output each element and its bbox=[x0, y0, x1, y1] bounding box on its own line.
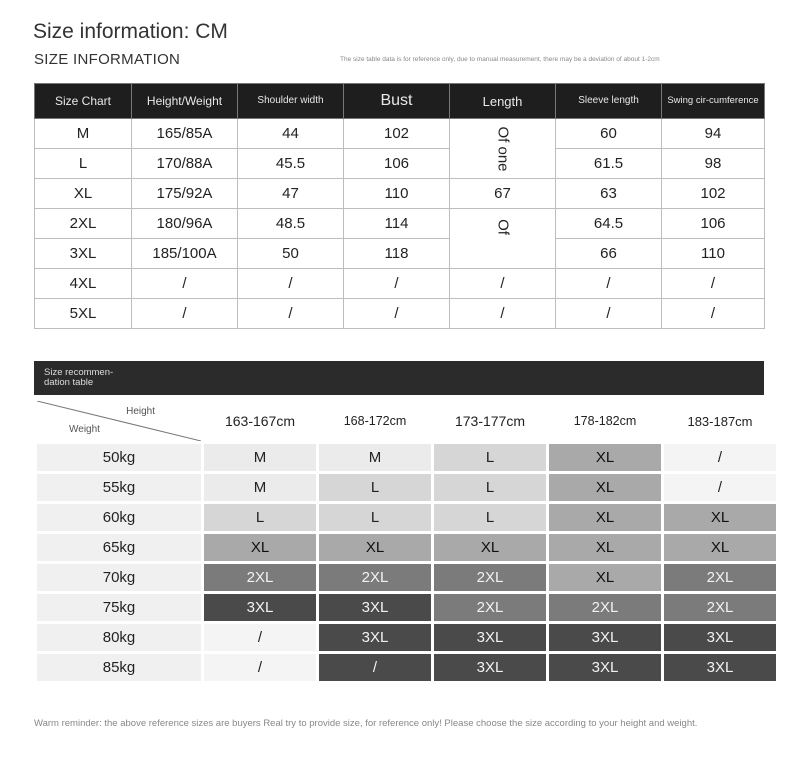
size-cell: / bbox=[664, 474, 776, 501]
cell-shoulder: 44 bbox=[238, 119, 344, 149]
table-row bbox=[37, 594, 776, 621]
col-header: Shoulder width bbox=[238, 84, 344, 119]
recommendation-header-row bbox=[37, 401, 776, 441]
page-title: Size information: CM bbox=[33, 20, 228, 43]
cell-length: 67 bbox=[450, 179, 556, 209]
height-range-header: 163-167cm bbox=[204, 401, 316, 441]
cell-shoulder: 48.5 bbox=[238, 209, 344, 239]
cell-sleeve: 66 bbox=[556, 239, 662, 269]
cell-swing: / bbox=[662, 299, 765, 329]
size-cell: XL bbox=[664, 504, 776, 531]
cell-bust: 114 bbox=[344, 209, 450, 239]
cell-height-weight: 185/100A bbox=[132, 239, 238, 269]
size-cell: / bbox=[204, 654, 316, 681]
diagonal-divider bbox=[37, 401, 201, 441]
measurement-note: The size table data is for reference only, due to manual measurement, there may be a deviation of about 1-2cm bbox=[340, 56, 660, 63]
col-header: Height/Weight bbox=[132, 84, 238, 119]
cell-swing: 98 bbox=[662, 149, 765, 179]
cell-sleeve: 63 bbox=[556, 179, 662, 209]
cell-height-weight: / bbox=[132, 299, 238, 329]
weight-label: 80kg bbox=[37, 624, 201, 651]
cell-size: 2XL bbox=[35, 209, 132, 239]
size-cell: / bbox=[319, 654, 431, 681]
cell-sleeve: 60 bbox=[556, 119, 662, 149]
cell-shoulder: 50 bbox=[238, 239, 344, 269]
size-cell: M bbox=[319, 444, 431, 471]
table-row bbox=[37, 624, 776, 651]
cell-length-merged-top bbox=[450, 119, 556, 179]
size-cell: 2XL bbox=[319, 564, 431, 591]
cell-sleeve: 64.5 bbox=[556, 209, 662, 239]
size-cell: XL bbox=[549, 474, 661, 501]
weight-label: 75kg bbox=[37, 594, 201, 621]
size-cell: 3XL bbox=[549, 654, 661, 681]
cell-size: 5XL bbox=[35, 299, 132, 329]
table-row bbox=[37, 444, 776, 471]
size-cell: / bbox=[204, 624, 316, 651]
recommendation-title: Size recommen-dation table bbox=[44, 367, 114, 388]
weight-label: 60kg bbox=[37, 504, 201, 531]
cell-size: 4XL bbox=[35, 269, 132, 299]
col-header: Length bbox=[450, 84, 556, 119]
cell-size: M bbox=[35, 119, 132, 149]
cell-height-weight: 165/85A bbox=[132, 119, 238, 149]
cell-shoulder: / bbox=[238, 299, 344, 329]
cell-length: / bbox=[450, 299, 556, 329]
recommendation-header bbox=[34, 361, 764, 395]
size-cell: M bbox=[204, 444, 316, 471]
size-cell: XL bbox=[549, 444, 661, 471]
size-cell: 3XL bbox=[434, 624, 546, 651]
cell-shoulder: / bbox=[238, 269, 344, 299]
weight-label: 55kg bbox=[37, 474, 201, 501]
size-cell: XL bbox=[549, 504, 661, 531]
size-cell: 3XL bbox=[664, 624, 776, 651]
table-row bbox=[35, 299, 765, 329]
height-axis-label: Height bbox=[126, 406, 155, 417]
col-header: Bust bbox=[344, 84, 450, 119]
size-cell: 2XL bbox=[664, 594, 776, 621]
cell-height-weight: / bbox=[132, 269, 238, 299]
size-cell: 2XL bbox=[204, 564, 316, 591]
size-table-header bbox=[35, 84, 765, 119]
cell-height-weight: 175/92A bbox=[132, 179, 238, 209]
size-cell: 2XL bbox=[549, 594, 661, 621]
cell-bust: / bbox=[344, 269, 450, 299]
size-cell: M bbox=[204, 474, 316, 501]
size-cell: / bbox=[664, 444, 776, 471]
size-cell: XL bbox=[319, 534, 431, 561]
height-range-header: 178-182cm bbox=[549, 401, 661, 441]
table-row bbox=[35, 269, 765, 299]
cell-length: / bbox=[450, 269, 556, 299]
size-cell: XL bbox=[434, 534, 546, 561]
cell-bust: 102 bbox=[344, 119, 450, 149]
size-cell: L bbox=[319, 474, 431, 501]
size-cell: 2XL bbox=[664, 564, 776, 591]
table-row bbox=[37, 534, 776, 561]
cell-swing: 106 bbox=[662, 209, 765, 239]
size-cell: 2XL bbox=[434, 594, 546, 621]
height-range-header: 183-187cm bbox=[664, 401, 776, 441]
size-cell: XL bbox=[549, 534, 661, 561]
size-cell: 3XL bbox=[664, 654, 776, 681]
size-cell: L bbox=[434, 474, 546, 501]
size-cell: XL bbox=[664, 534, 776, 561]
size-cell: L bbox=[434, 444, 546, 471]
height-range-header: 168-172cm bbox=[319, 401, 431, 441]
cell-bust: / bbox=[344, 299, 450, 329]
size-cell: L bbox=[204, 504, 316, 531]
cell-swing: 102 bbox=[662, 179, 765, 209]
size-cell: 3XL bbox=[319, 594, 431, 621]
weight-axis-label: Weight bbox=[69, 424, 100, 435]
cell-shoulder: 45.5 bbox=[238, 149, 344, 179]
table-row bbox=[35, 149, 765, 179]
cell-bust: 118 bbox=[344, 239, 450, 269]
size-cell: 3XL bbox=[204, 594, 316, 621]
height-range-header: 173-177cm bbox=[434, 401, 546, 441]
size-cell: L bbox=[319, 504, 431, 531]
table-row bbox=[35, 209, 765, 239]
weight-label: 50kg bbox=[37, 444, 201, 471]
cell-bust: 110 bbox=[344, 179, 450, 209]
length-vertical-text: Of bbox=[494, 218, 511, 235]
size-cell: 3XL bbox=[434, 654, 546, 681]
col-header: Sleeve length bbox=[556, 84, 662, 119]
cell-bust: 106 bbox=[344, 149, 450, 179]
size-cell: 3XL bbox=[319, 624, 431, 651]
cell-height-weight: 170/88A bbox=[132, 149, 238, 179]
cell-sleeve: 61.5 bbox=[556, 149, 662, 179]
cell-size: XL bbox=[35, 179, 132, 209]
cell-size: L bbox=[35, 149, 132, 179]
length-vertical-text: Of one bbox=[494, 125, 511, 172]
cell-swing: 110 bbox=[662, 239, 765, 269]
cell-swing: / bbox=[662, 269, 765, 299]
size-cell: XL bbox=[549, 564, 661, 591]
size-chart-table bbox=[34, 83, 765, 329]
cell-swing: 94 bbox=[662, 119, 765, 149]
weight-label: 65kg bbox=[37, 534, 201, 561]
weight-label: 85kg bbox=[37, 654, 201, 681]
weight-label: 70kg bbox=[37, 564, 201, 591]
cell-sleeve: / bbox=[556, 269, 662, 299]
size-cell: XL bbox=[204, 534, 316, 561]
col-header: Swing cir-cumference bbox=[662, 84, 765, 119]
size-cell: L bbox=[434, 504, 546, 531]
corner-cell bbox=[37, 401, 201, 441]
cell-size: 3XL bbox=[35, 239, 132, 269]
size-cell: 2XL bbox=[434, 564, 546, 591]
cell-shoulder: 47 bbox=[238, 179, 344, 209]
table-row bbox=[37, 654, 776, 681]
cell-length-merged-bottom bbox=[450, 209, 556, 269]
cell-sleeve: / bbox=[556, 299, 662, 329]
warm-reminder: Warm reminder: the above reference sizes are buyers Real try to provide size, for reference only! Please choose the size according to your height and weight. bbox=[34, 718, 698, 729]
col-header: Size Chart bbox=[35, 84, 132, 119]
size-cell: 3XL bbox=[549, 624, 661, 651]
table-row bbox=[35, 179, 765, 209]
table-row bbox=[37, 564, 776, 591]
page-subtitle: SIZE INFORMATION bbox=[34, 51, 181, 68]
size-recommendation-table bbox=[34, 398, 779, 684]
table-row bbox=[37, 504, 776, 531]
table-row bbox=[37, 474, 776, 501]
table-row bbox=[35, 119, 765, 149]
cell-height-weight: 180/96A bbox=[132, 209, 238, 239]
table-row bbox=[35, 239, 765, 269]
